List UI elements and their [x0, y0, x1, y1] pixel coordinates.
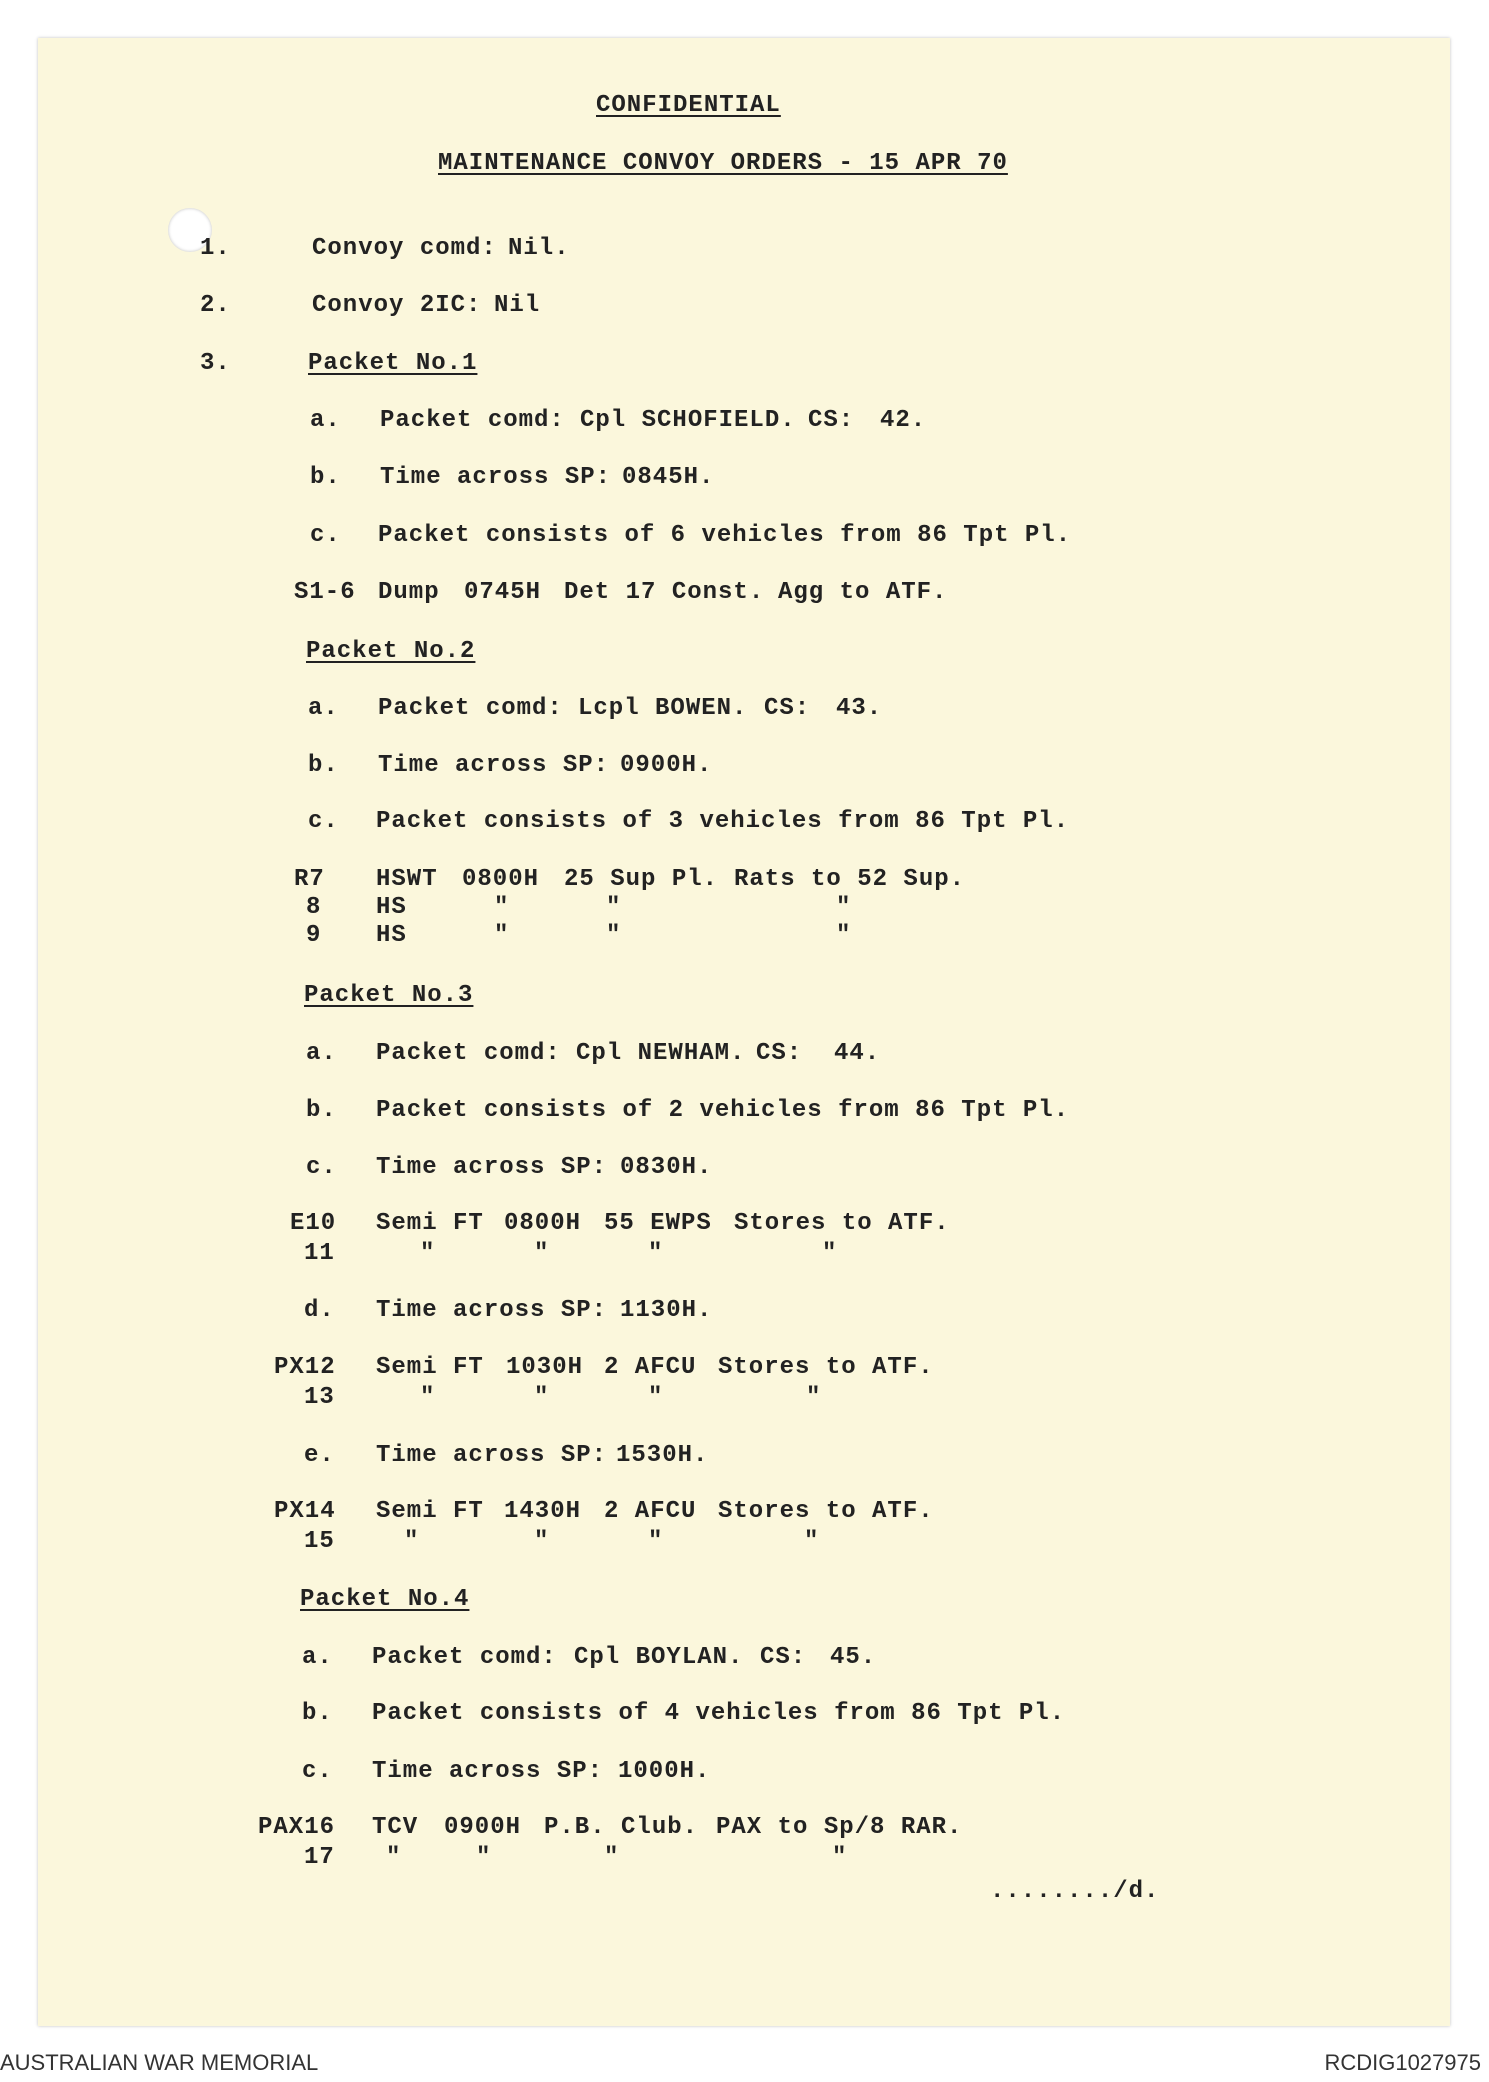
- vehicle-task: Agg to ATF.: [778, 579, 948, 606]
- vehicle-task: PAX to Sp/8 RAR.: [716, 1814, 963, 1841]
- vehicle-time: 0800H: [462, 866, 540, 893]
- vehicle-id: 9: [306, 922, 322, 949]
- vehicle-unit: 2 AFCU: [604, 1354, 697, 1381]
- vehicle-id: 11: [304, 1240, 335, 1267]
- packet-comd-label: Packet comd:: [372, 1644, 557, 1671]
- vehicle-unit: ": [648, 1528, 664, 1555]
- vehicle-id: PX14: [274, 1498, 336, 1525]
- vehicle-task: ": [832, 1844, 848, 1871]
- subitem-letter: b.: [310, 464, 341, 491]
- convoy-comd-label: Convoy comd:: [312, 235, 497, 262]
- subitem-letter: e.: [304, 1442, 335, 1469]
- vehicle-task: ": [836, 894, 852, 921]
- vehicle-task: ": [806, 1384, 822, 1411]
- time-across-value: 1130H.: [620, 1297, 713, 1324]
- convoy-2ic-value: Nil: [494, 292, 541, 319]
- vehicle-type: ": [404, 1528, 420, 1555]
- vehicle-type: ": [386, 1844, 402, 1871]
- item-number: 1.: [200, 235, 231, 262]
- vehicle-time: 1030H: [506, 1354, 584, 1381]
- packet-heading: Packet No.2: [306, 638, 476, 665]
- vehicle-id: PX12: [274, 1354, 336, 1381]
- time-across-label: Time across SP:: [376, 1297, 608, 1324]
- vehicle-count-text: Packet consists of 6 vehicles from 86 Tpt Pl.: [378, 522, 1072, 549]
- vehicle-count-text: Packet consists of 2 vehicles from 86 Tpt Pl.: [376, 1097, 1070, 1124]
- vehicle-unit: ": [648, 1240, 664, 1267]
- packet-comd-label: Packet comd:: [376, 1040, 561, 1067]
- item-number: 2.: [200, 292, 231, 319]
- packet-heading: Packet No.4: [300, 1586, 470, 1613]
- time-across-value: 1530H.: [616, 1442, 709, 1469]
- cs-label: CS:: [764, 695, 811, 722]
- vehicle-task: ": [804, 1528, 820, 1555]
- subitem-letter: b.: [302, 1700, 333, 1727]
- subitem-letter: c.: [308, 808, 339, 835]
- vehicle-type: Semi FT: [376, 1498, 484, 1525]
- item-number: 3.: [200, 350, 231, 377]
- subitem-letter: a.: [310, 407, 341, 434]
- vehicle-time: 0900H: [444, 1814, 522, 1841]
- vehicle-id: PAX16: [258, 1814, 336, 1841]
- vehicle-time: 0800H: [504, 1210, 582, 1237]
- vehicle-time: 0745H: [464, 579, 542, 606]
- vehicle-time: ": [534, 1240, 550, 1267]
- time-across-label: Time across SP:: [380, 464, 612, 491]
- subitem-letter: a.: [302, 1644, 333, 1671]
- vehicle-type: Dump: [378, 579, 440, 606]
- vehicle-task: Stores to ATF.: [718, 1498, 934, 1525]
- subitem-letter: d.: [304, 1297, 335, 1324]
- document-title: MAINTENANCE CONVOY ORDERS - 15 APR 70: [438, 150, 1008, 177]
- cs-value: 42.: [880, 407, 927, 434]
- time-across-value: 0830H.: [620, 1154, 713, 1181]
- vehicle-unit: 25 Sup Pl.: [564, 866, 719, 893]
- footer-source: AUSTRALIAN WAR MEMORIAL: [0, 2050, 319, 2075]
- vehicle-time: ": [534, 1528, 550, 1555]
- convoy-comd-value: Nil.: [508, 235, 570, 262]
- vehicle-task: Rats to 52 Sup.: [734, 866, 966, 893]
- subitem-letter: a.: [306, 1040, 337, 1067]
- time-across-label: Time across SP:: [376, 1154, 608, 1181]
- packet-comd-name: Cpl NEWHAM.: [576, 1040, 746, 1067]
- vehicle-type: ": [420, 1240, 436, 1267]
- time-across-label: Time across SP:: [378, 752, 610, 779]
- packet-heading: Packet No.1: [308, 350, 478, 377]
- time-across-label: Time across SP:: [376, 1442, 608, 1469]
- footer-id: RCDIG1027975: [1324, 2050, 1481, 2075]
- cs-value: 44.: [834, 1040, 881, 1067]
- vehicle-count-text: Packet consists of 4 vehicles from 86 Tpt Pl.: [372, 1700, 1066, 1727]
- vehicle-id: R7: [294, 866, 325, 893]
- vehicle-unit: Det 17 Const.: [564, 579, 765, 606]
- vehicle-id: E10: [290, 1210, 337, 1237]
- vehicle-unit: ": [606, 922, 622, 949]
- vehicle-time: 1430H: [504, 1498, 582, 1525]
- time-across-value: 0845H.: [622, 464, 715, 491]
- cs-value: 43.: [836, 695, 883, 722]
- packet-comd-label: Packet comd:: [378, 695, 563, 722]
- cs-label: CS:: [760, 1644, 807, 1671]
- packet-comd-name: Cpl BOYLAN.: [574, 1644, 744, 1671]
- vehicle-time: ": [476, 1844, 492, 1871]
- vehicle-id: 15: [304, 1528, 335, 1555]
- document-sheet: [38, 38, 1450, 2026]
- vehicle-time: ": [494, 922, 510, 949]
- vehicle-unit: P.B. Club.: [544, 1814, 699, 1841]
- vehicle-type: HS: [376, 894, 407, 921]
- packet-comd-label: Packet comd:: [380, 407, 565, 434]
- vehicle-time: ": [494, 894, 510, 921]
- vehicle-id: 8: [306, 894, 322, 921]
- vehicle-type: TCV: [372, 1814, 419, 1841]
- vehicle-id: 17: [304, 1844, 335, 1871]
- vehicle-type: HS: [376, 922, 407, 949]
- time-across-value: 0900H.: [620, 752, 713, 779]
- vehicle-unit: ": [604, 1844, 620, 1871]
- vehicle-count-text: Packet consists of 3 vehicles from 86 Tpt Pl.: [376, 808, 1070, 835]
- subitem-letter: c.: [302, 1758, 333, 1785]
- vehicle-task: Stores to ATF.: [734, 1210, 950, 1237]
- cs-label: CS:: [808, 407, 855, 434]
- vehicle-task: ": [822, 1240, 838, 1267]
- time-across-value: 1000H.: [618, 1758, 711, 1785]
- vehicle-time: ": [534, 1384, 550, 1411]
- vehicle-task: ": [836, 922, 852, 949]
- vehicle-id: S1-6: [294, 579, 356, 606]
- cs-label: CS:: [756, 1040, 803, 1067]
- continuation-mark: ......../d.: [990, 1878, 1160, 1905]
- vehicle-type: HSWT: [376, 866, 438, 893]
- time-across-label: Time across SP:: [372, 1758, 604, 1785]
- cs-value: 45.: [830, 1644, 877, 1671]
- vehicle-id: 13: [304, 1384, 335, 1411]
- packet-comd-name: Lcpl BOWEN.: [578, 695, 748, 722]
- subitem-letter: b.: [306, 1097, 337, 1124]
- subitem-letter: c.: [310, 522, 341, 549]
- vehicle-task: Stores to ATF.: [718, 1354, 934, 1381]
- convoy-2ic-label: Convoy 2IC:: [312, 292, 482, 319]
- vehicle-unit: 55 EWPS: [604, 1210, 712, 1237]
- packet-heading: Packet No.3: [304, 982, 474, 1009]
- vehicle-type: Semi FT: [376, 1210, 484, 1237]
- packet-comd-name: Cpl SCHOFIELD.: [580, 407, 796, 434]
- vehicle-type: Semi FT: [376, 1354, 484, 1381]
- vehicle-unit: ": [606, 894, 622, 921]
- vehicle-unit: 2 AFCU: [604, 1498, 697, 1525]
- subitem-letter: a.: [308, 695, 339, 722]
- vehicle-unit: ": [648, 1384, 664, 1411]
- vehicle-type: ": [420, 1384, 436, 1411]
- classification-heading: CONFIDENTIAL: [596, 92, 781, 119]
- subitem-letter: c.: [306, 1154, 337, 1181]
- subitem-letter: b.: [308, 752, 339, 779]
